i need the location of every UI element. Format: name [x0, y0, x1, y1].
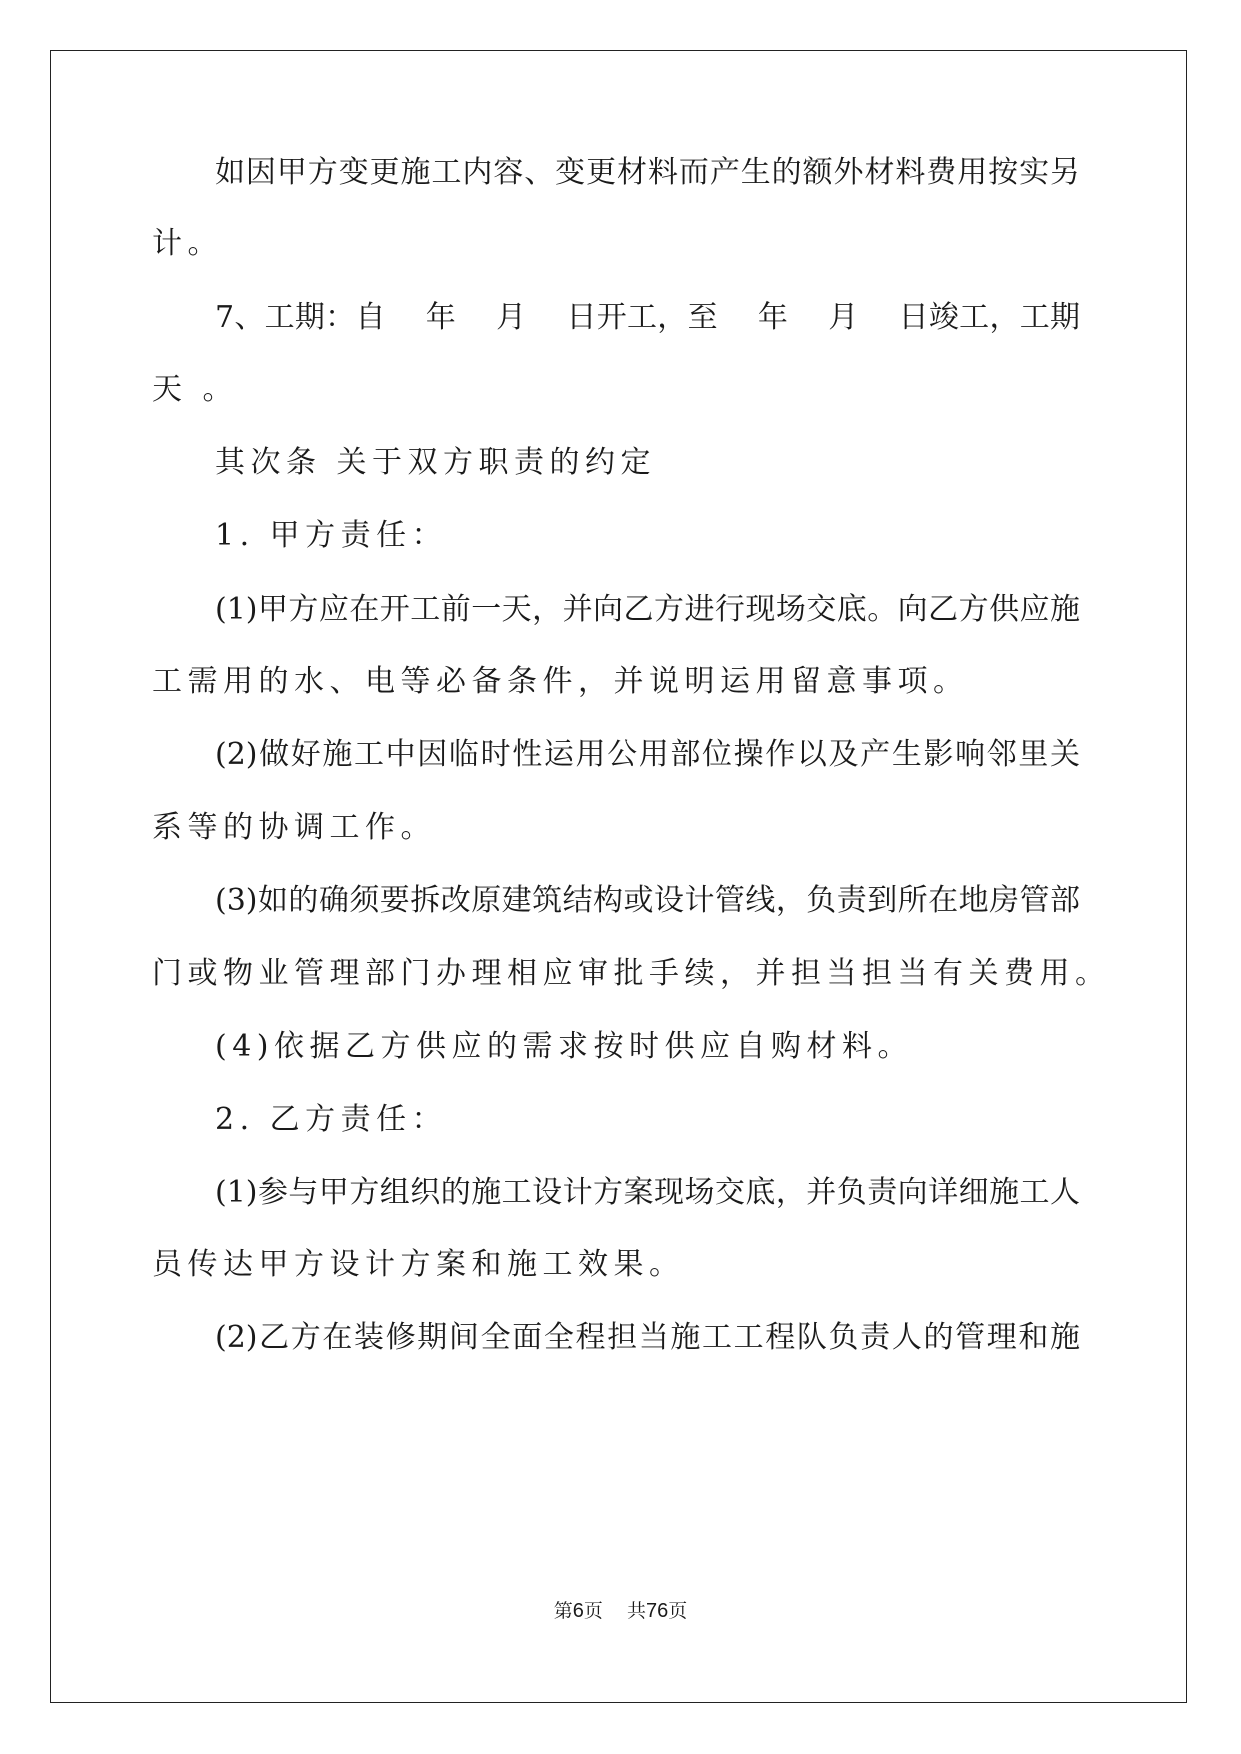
page-footer	[0, 1598, 1241, 1624]
paragraph-line: (3)如的确须要拆改原建筑结构或设计管线，负责到所在地房管部	[215, 883, 1080, 918]
paragraph-line: 天 。	[152, 372, 239, 407]
total-prefix: 共	[627, 1600, 647, 1622]
paragraph-line: (1)甲方应在开工前一天，并向乙方进行现场交底。向乙方供应施	[215, 592, 1080, 627]
page-prefix: 第	[553, 1600, 573, 1622]
paragraph-line: (1)参与甲方组织的施工设计方案现场交底，并负责向详细施工人	[215, 1175, 1080, 1210]
section-heading: 其次条 关于双方职责的约定	[215, 445, 657, 480]
paragraph-line: 门或物业管理部门办理相应审批手续，并担当担当有关费用。	[152, 956, 1111, 991]
list-heading: 2. 乙方责任：	[215, 1102, 448, 1137]
paragraph-line: (2)做好施工中因临时性运用公用部位操作以及产生影响邻里关	[215, 737, 1080, 772]
page-suffix: 页	[583, 1600, 603, 1622]
total-suffix: 页	[668, 1600, 688, 1622]
paragraph-line: 如因甲方变更施工内容、变更材料而产生的额外材料费用按实另	[215, 155, 1080, 190]
paragraph-line: 7、工期：自 年 月 日开工，至 年 月 日竣工，工期	[215, 300, 1080, 335]
paragraph-line: (4)依据乙方供应的需求按时供应自购材料。	[215, 1029, 913, 1064]
paragraph-line: (2)乙方在装修期间全面全程担当施工工程队负责人的管理和施	[215, 1320, 1080, 1355]
list-heading: 1. 甲方责任：	[215, 518, 448, 553]
paragraph-line: 计。	[152, 226, 223, 261]
page-number: 6	[572, 1600, 584, 1622]
paragraph-line: 系等的协调工作。	[152, 810, 436, 845]
total-pages: 76	[646, 1600, 669, 1622]
paragraph-line: 员传达甲方设计方案和施工效果。	[152, 1247, 685, 1282]
paragraph-line: 工需用的水、电等必备条件，并说明运用留意事项。	[152, 664, 969, 699]
